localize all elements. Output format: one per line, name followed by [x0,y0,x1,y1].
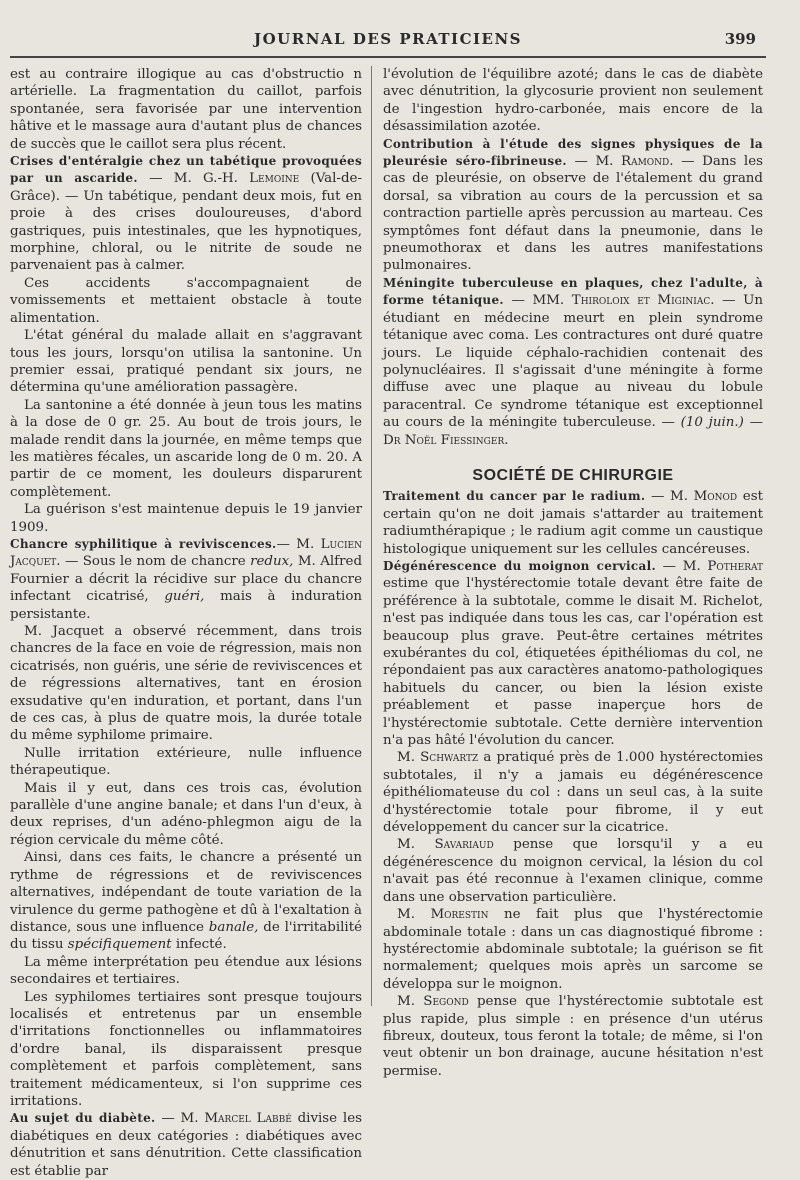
paragraph: La santonine a été donnée à jeun tous les matins à la dose de 0 gr. 25. Au bout de trois jours, le malade rendit dans la journée, en même temps que les matières fécales, un ascaride long de 0 m. 20. A partir de ce moment, les douleurs disparurent complètement. [10,397,362,500]
article-title: Chancre syphilitique à reviviscences. [10,536,277,551]
article-text: (Val-de-Grâce). — Un tabétique, pendant deux mois, fut en proie à des crises douloureuses, d'abord gastriques, puis intestinales, que les hypnotiques, morphine, chloral, ou le nitrite de soude ne parvenaient pas à calmer. [10,171,362,274]
author-name: M. Lucien Jacquet. [10,536,363,570]
article-title: Traitement du cancer par le radium. [383,489,646,504]
paragraph-text: a pratiqué près de 1.000 hystérectomies subtotales, il n'y a jamais eu dégénérescence épithéliomateuse du col : dans un seul cas, à la suite d'hystérectomie totale pour fibrome, il y eut développement du cancer sur la cicatrice. [383,750,763,836]
author-name: M. Ramond. [595,154,674,170]
emphasis: banale, [208,919,259,935]
emphasis: guéri, [164,589,205,605]
paragraph: La même interprétation peu étendue aux lésions secondaires et tertiaires. [10,954,362,988]
author-name: M. Savariaud [397,837,494,853]
article-crises-enteralgie: Crises d'entéralgie chez un tabétique provoquées par un ascaride. — M. G.-H. Lemoine (Val-de-Grâce). — Un tabétique, pendant deux mois, fut en proie à des crises douloureuses, d'abord gastriques, puis intestinales, que les hypnotiques, morphine, chloral, ou le nitrite de soude ne parvenaient pas à calmer. [10,154,362,274]
paragraph-text: ne fait plus que l'hystérectomie abdominale totale : dans un cas diagnostiqué fibrome : hystérectomie abdominale subtotale; la guérison se fit normalement; quelques mois après un sarcome se développa sur le moignon. [383,907,763,992]
article-text: — Sous le nom de chancre [64,554,246,570]
paragraph: Nulle irritation extérieure, nulle influence thérapeutique. [10,745,362,779]
article-text: mais à induration persistante. [10,589,363,622]
paragraph: La guérison s'est maintenue depuis le 19 janvier 1909. [10,502,362,535]
article-title: Dégénérescence du moignon cervical. [383,558,656,573]
article-moignon [383,558,763,749]
article-text: divise les diabétiques en deux catégories : diabétiques avec dénutrition et sans dénutrition. Cette classification est établie par [10,1111,363,1179]
paragraph: Mais il y eut, dans ces trois cas, évolution parallèle d'une angine banale; et dans l'un d'eux, à deux reprises, d'un adéno-phlegmon aigu de la région cervicale du même côté. [10,780,362,848]
article-diabete: Au sujet du diabète. — M. Marcel Labbé divise les diabétiques en deux catégories : diabétiques avec dénutrition et sans dénutrition. Cette classification est établie par [10,1111,363,1179]
page-header [10,26,766,58]
session-date: (10 juin.) [680,415,744,431]
paragraph: l'évolution de l'équilibre azoté; dans le cas de diabète avec dénutrition, la glycosurie provient non seulement de l'ingestion hydro-carbonée, mais encore de la désassimilation azotée. [383,67,763,135]
article-text: est certain qu'on ne doit jamais s'attarder au traitement radiumthérapique ; le radium agit comme un caustique histologique uniquement sur les cellules cancéreuses. [383,489,763,557]
article-radium [383,488,763,558]
paragraph-text: de l'irritabilité du tissu [10,919,362,953]
author-name: M. Schwartz [397,750,479,766]
paragraph-text: Ainsi, dans ces faits, le chancre a présenté un rythme de régressions et de reviviscences alternatives, indépendant de toute variation de la virulence du germe pathogène et dû à l'exaltation à distance, sous une influence [10,850,362,935]
paragraph: L'état général du malade allait en s'aggravant tous les jours, lorsqu'on utilisa la santonine. Un premier essai, pratiqué pendant six jours, ne détermina qu'une amélioration passagère. [10,328,362,396]
paragraph-text: infecté. [175,937,227,953]
left-column [10,66,363,1179]
article-title: Méningite tuberculeuse en plaques, chez l'adulte, à forme tétanique. [383,275,763,308]
paragraph: M. Jacquet a observé récemment, dans trois chancres de la face en voie de régression, mais non cicatrisés, non guéris, une série de reviviscences et de régressions alternatives, tant en érosion exsudative qu'en induration, et portant, dans l'un de ces cas, à plus de quatre mois, la durée totale du même syphilome primaire. [10,624,362,744]
author-name: — M. Monod [650,489,738,505]
article-chancre-syphilitique: Chancre syphilitique à reviviscences.— M. Lucien Jacquet. — Sous le nom de chancre redux, M. Alfred Fournier a décrit la récidive sur place du chancre infectant cicatrisé, guéri, mais à induration persistante. [10,536,363,622]
article-text: estime que l'hystérectomie totale devant être faite de préférence à la subtotale, comme le disait M. Richelot, n'est pas indiquée dans tous les cas, car l'opération est beaucoup plus grave. Peut-être certaines métrites exubérantes du col, étiquetées épithéliomas du col, ne répondaient pas aux caractères anatomo-pathologiques habituels du cancer, ou bien la lésion existe préablement et passe inaperçue hors de l'hystérectomie subtotale. Cette dernière intervention n'a pas hâté l'évolution du cancer. [383,576,763,749]
paragraph [10,849,362,953]
article-title: Contribution à l'étude des signes physiques de la pleurésie séro-fibrineuse. [383,136,763,169]
paragraph: Ces accidents s'accompagnaient de vomissements et mettaient obstacle à toute alimentation. [10,275,362,326]
emphasis: spécifiquement [67,937,172,953]
article-text: — Un étudiant en médecine meurt en plein syndrome tétanique avec coma. Les contractures ont duré quatre jours. Le liquide céphalo-rachidien contenait des polynucléaires. Il s'agissait d'une méningite à forme diffuse avec une plaque au niveau du lobule paracentral. Ce syndrome tétanique est exceptionnel au cours de la méningite tuberculeuse. — [383,293,764,431]
paragraph [383,993,763,1080]
column-divider [371,66,372,1006]
article-text: — Dans les cas de pleurésie, on observe de l'étalement du grand dorsal, sa vibration au cours de la percussion et sa contraction partielle après percussion au marteau. Ces symptômes font défaut dans la pneumonie, dans le pneumothorax et dans les autres manifestations pulmonaires. [383,154,764,274]
article-title: Au sujet du diabète. [10,1111,156,1126]
author-name: M. Morestin [397,907,489,923]
paragraph-text: pense que lorsqu'il y a eu dégénérescence du moignon cervical, la lésion du col n'avait pas été reconnue à l'examen clinique, comme dans une observation particulière. [383,837,763,905]
paragraph [383,906,763,993]
article-pleuresie: Contribution à l'étude des signes physiques de la pleurésie séro-fibrineuse. — M. Ramond. — Dans les cas de pleurésie, on observe de l'étalement du grand dorsal, sa vibration au cours de la percussion et sa contraction partielle après percussion au marteau. Ces symptômes font défaut dans la pneumonie, dans le pneumothorax et dans les autres manifestations pulmonaires. [383,136,764,274]
paragraph [383,836,763,906]
paragraph-text: pense que l'hystérectomie subtotale est plus rapide, plus simple : en présence d'un utérus fibreux, douteux, tous feront la totale; de même, si l'on veut obtenir un bon drainage, aucune hésitation n'est permise. [383,994,763,1079]
paragraph: est au contraire illogique au cas d'obstructio n artérielle. La fragmentation du caillot, parfois spontanée, sera favorisée par une intervention hâtive et le massage aura d'autant plus de chances de succès que le caillot sera plus récent. [10,67,362,152]
author-name: M. Segond [397,994,469,1010]
author-name: MM. Thiroloix et Miginiac. [532,293,715,309]
right-column [383,66,764,1079]
paragraph: Les syphilomes tertiaires sont presque toujours localisés et entretenus par un ensemble d'irritations fonctionnelles ou inflammatoires d'ordre banal, ils disparaissent presque complètement et parfois complètement, sans traitement médicamenteux, si l'on supprime ces irritations. [10,989,362,1109]
author-name: — M. Potherat [662,558,763,574]
author-name: M. G.-H. Lemoine [173,171,300,187]
signature: — Dr Noël Fiessinger. [383,415,763,448]
page-number: 399 [724,30,756,48]
running-title: JOURNAL DES PRATICIENS [254,30,522,48]
emphasis: redux, [250,554,294,570]
article-meningite: Méningite tuberculeuse en plaques, chez l'adulte, à forme tétanique. — MM. Thiroloix et Miginiac. — Un étudiant en médecine meurt en plein syndrome tétanique avec coma. Les contractures ont duré quatre jours. Le liquide céphalo-rachidien contenait des polynucléaires. Il s'agissait d'une méningite à forme diffuse avec une plaque au niveau du lobule paracentral. Ce syndrome tétanique est exceptionnel au cours de la méningite tuberculeuse. — (10 juin.) — Dr Noël Fiessinger. [383,275,764,448]
paragraph [383,749,763,836]
section-title: SOCIÉTÉ DE CHIRURGIE [472,466,674,484]
author-name: M. Marcel Labbé [180,1111,292,1127]
article-title: Crises d'entéralgie chez un tabétique provoquées par un ascaride. [10,154,362,186]
article-text: M. Alfred Fournier a décrit la récidive sur place du chancre infectant cicatrisé, [10,554,363,605]
